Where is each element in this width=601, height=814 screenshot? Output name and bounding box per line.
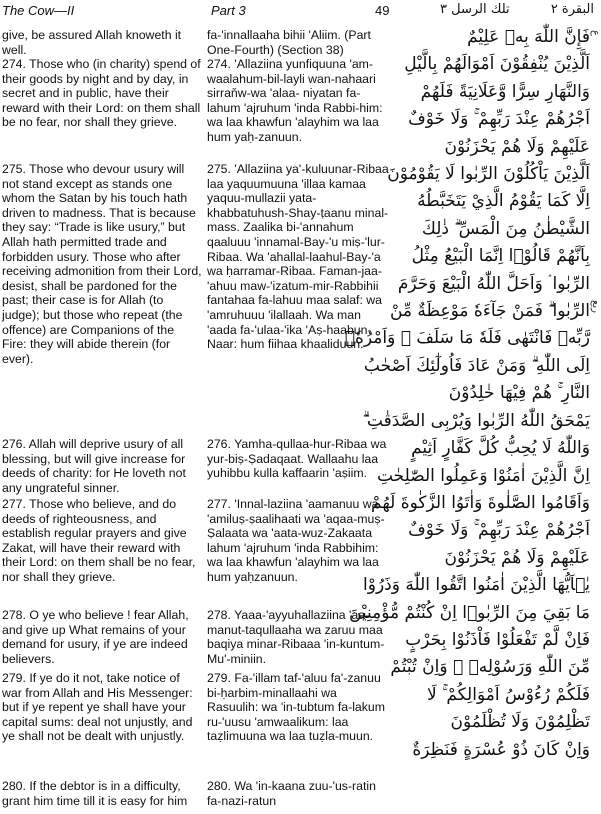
arabic-line: اِلَّا كَمَا يَقُوْمُ الَّذِيْ يَتَخَبَّطُهُ: [417, 191, 590, 212]
arabic-line: وَاَقَامُوا الصَّلٰوةَ وَاٰتَوُا الزَّكٰوةَ لَهُمْ: [371, 492, 590, 513]
arabic-text-column: [344, 24, 590, 764]
verse-translit-278: 278. Yaaa-'ayyuhallaziina 'aa-manut-taqullaaha wa zaruu maa baqiya minar-Ribaaa 'in-kuntum-Mu'-miniin.: [207, 608, 385, 666]
verse-translit-274: 274. 'Allaziina yunfiquuna 'am-waalahum-bil-layli wan-nahaari sirraňw-wa 'alaa- niyatan fa-lahum 'ajruhum 'inda Rabbi-him: wa laa khawfun 'alayhim wa laa hum yaḥ-zanuun.: [207, 57, 383, 144]
arabic-line: فَلَكُمْ رُءُوْسُ اَمْوَالِكُمْ ۚ لَا: [427, 684, 590, 705]
arabic-line: اَلَّذِيْنَ يَاْكُلُوْنَ الرِّبٰوا لَا يَقُوْمُوْنَ: [387, 164, 590, 185]
arabic-line: الرِّبٰوا ۗ فَمَنْ جَآءَهٗ مَوْعِظَةٌ مِّنْ: [389, 301, 590, 322]
arabic-line: تَظْلِمُوْنَ وَلَا تُظْلَمُوْنَ: [450, 712, 590, 733]
verse-english-280: 280. If the debtor is in a difficulty, grant him time till it is easy for him: [2, 779, 188, 808]
arabic-line: الشَّيْطٰنُ مِنَ الْمَسِّ ۗ ذٰلِكَ: [421, 218, 590, 239]
arabic-line: مَا بَقِيَ مِنَ الرِّبٰوۤا اِنْ كُنْتُمْ مُّؤْمِنِيْنَ: [348, 602, 590, 623]
arabic-line: يٰۤاَيُّهَا الَّذِيْنَ اٰمَنُوا اتَّقُوا اللّٰهَ وَذَرُوْا: [363, 575, 590, 596]
arabic-line: اِنَّ الَّذِيْنَ اٰمَنُوْا وَعَمِلُوا الصّٰلِحٰتِ: [376, 465, 590, 486]
arabic-line: فَإِنَّ اللّٰهَ بِهٖ عَلِيْمٌ: [467, 27, 590, 47]
surah-title-english: The Cow—II: [2, 3, 75, 18]
verse-english-279: 279. If ye do it not, take notice of war from Allah and His Messenger: but if ye repent ye shall have your capital sums: deal not unjustly, and ye shall not be dealt with unjustly.: [2, 671, 193, 744]
verse-english-274: 274. Those who (in charity) spend of their goods by night and by day, in secret and in public, have their reward with their Lord: on them shall be no fear, nor shall they grieve.: [2, 57, 201, 130]
arabic-line: وَاِنْ كَانَ ذُوْ عُسْرَةٍ فَنَظِرَةٌ: [412, 739, 590, 760]
surah-title-arabic: البقرة ٢: [550, 2, 594, 17]
verse-translit-275: 275. 'Allaziina ya'-kuluunar-Ribaa laa yaquumuuna 'illaa kamaa yaquu-mullazii yata-khabbatuhush-Shay-ṭaanu minal-mass. Zaalika bi-'annahum qaaluuu 'innamal-Bay-'u miṣ-'lur-Ribaa. Wa 'ahallal-laahul-Bay-'a wa ḥarramar-Ribaa. Faman-jaa-'ahuu maw-'izatum-mir-Rabbihii fantahaa fa-lahuu maa salaf: wa 'amruhuuu 'ilallaah. Wa man 'aada fa-'ulaa-'ika 'Aṣ-haabun-Naar: hum fiihaa khaaliduun.: [207, 162, 389, 352]
verse-english-275: 275. Those who devour usury will not stand except as stands one whom the Satan by his touch hath driven to madness. That is because they say: “Trade is like usury,” but Allah hath permitted trade and forbidden usury. Those who after receiving admonition from their Lord, desist, shall be pardoned for the past; their case is for Allah (to judge); but those who repeat (the offence) are Companions of the Fire: they will abide therein (for ever).: [2, 162, 202, 366]
arabic-line: مِّنَ اللّٰهِ وَرَسُوْلِهٖ ۚ وَاِنْ تُبْتُمْ: [390, 657, 590, 678]
arabic-line: عَلَيْهِمْ وَلَا هُمْ يَحْزَنُوْنَ: [444, 136, 590, 157]
page-header: [0, 0, 600, 24]
arabic-line: اَجْرُهُمْ عِنْدَ رَبِّهِمْ ۚ وَلَا خَوْفٌ: [408, 109, 590, 130]
arabic-line: يَمْحَقُ اللّٰهُ الرِّبٰوا وَيُرْبِى الصَّدَقٰتِ ۗ: [362, 410, 590, 431]
page-number: 49: [375, 3, 390, 18]
verse-translit-273-end: fa-'innallaaha bihii 'Aliim. (Part One-Fourth) (Section 38): [207, 28, 371, 57]
verse-translit-276: 276. Yamha-qullaa-hur-Ribaa wa yur-biṣ-Ṣadaqaat. Wallaahu laa yuhibbu kulla kaffaarin 'aṣiim.: [207, 437, 387, 481]
arabic-line: رَّبِّهٖ فَانْتَهٰى فَلَهٗ مَا سَلَفَ ۗ وَاَمْرُهٗۤ: [344, 328, 590, 349]
quarter-marker: ربع: [590, 300, 601, 313]
arabic-line: وَالنَّهَارِ سِرًّا وَّعَلَانِيَةً فَلَهُمْ: [420, 81, 590, 102]
part-title-arabic: تلك الرسل ٣: [440, 2, 510, 17]
ruku-marker: ع: [590, 30, 601, 36]
arabic-line: النَّارِ ۚ هُمْ فِيْهَا خٰلِدُوْنَ: [448, 383, 590, 404]
arabic-line: اَجْرُهُمْ عِنْدَ رَبِّهِمْ ۚ وَلَا خَوْفٌ: [408, 520, 590, 541]
arabic-line: الرِّبٰوا ۘ وَاَحَلَّ اللّٰهُ الْبَيْعَ وَحَرَّمَ: [397, 273, 590, 294]
verse-english-277: 277. Those who believe, and do deeds of righteousness, and establish regular prayers and give Zakat, will have their reward with their Lord: on them shall be no fear, nor shall they grieve.: [2, 497, 196, 584]
verse-translit-277: 277. 'Innal-laziina 'aamanuu wa 'amiluṣ-ṣaalihaati wa 'aqaa-muṣ-Ṣalaata wa 'aata-wuz-Zakaata lahum 'ajruhum 'inda Rabbihim: wa laa khawfun 'alayhim wa laa hum yaḥzanuun.: [207, 497, 385, 584]
arabic-line: بِاَنَّهُمْ قَالُوْۤا اِنَّمَا الْبَيْعُ مِثْلُ: [411, 246, 590, 267]
arabic-line: اَلَّذِيْنَ يُنْفِقُوْنَ اَمْوَالَهُمْ بِالَّيْلِ: [404, 54, 590, 75]
verse-english-278: 278. O ye who believe ! fear Allah, and give up What remains of your demand for usury, if ye are indeed believers.: [2, 608, 189, 666]
arabic-line: فَاِنْ لَّمْ تَفْعَلُوْا فَاْذَنُوْا بِحَرْبٍ: [405, 629, 590, 650]
verse-translit-279: 279. Fa-'illam taf-'aluu fa'-zanuu bi-ḥarbim-minallaahi wa Rasuulih: wa 'in-tubtum fa-lakum ru-'uusu 'amwaalikum: laa taẓlimuuna wa laa tuẓla-muun.: [207, 671, 385, 744]
verse-english-273-end: give, be assured Allah knoweth it well.: [2, 28, 182, 57]
arabic-line: اِلَى اللّٰهِ ۗ وَمَنْ عَادَ فَاُولٰٓئِكَ اَصْحٰبُ: [363, 355, 590, 376]
arabic-line: وَاللّٰهُ لَا يُحِبُّ كُلَّ كَفَّارٍ اَثِيْمٍ: [411, 438, 590, 459]
part-label: Part 3: [211, 3, 246, 18]
verse-english-276: 276. Allah will deprive usury of all blessing, but will give increase for deeds of charity: for He loveth not any ungrateful sinner.: [2, 437, 186, 495]
verse-translit-280: 280. Wa 'in-kaana zuu-'us-ratin fa-nazi-ratun: [207, 779, 376, 808]
arabic-line: عَلَيْهِمْ وَلَا هُمْ يَحْزَنُوْنَ: [444, 547, 590, 568]
